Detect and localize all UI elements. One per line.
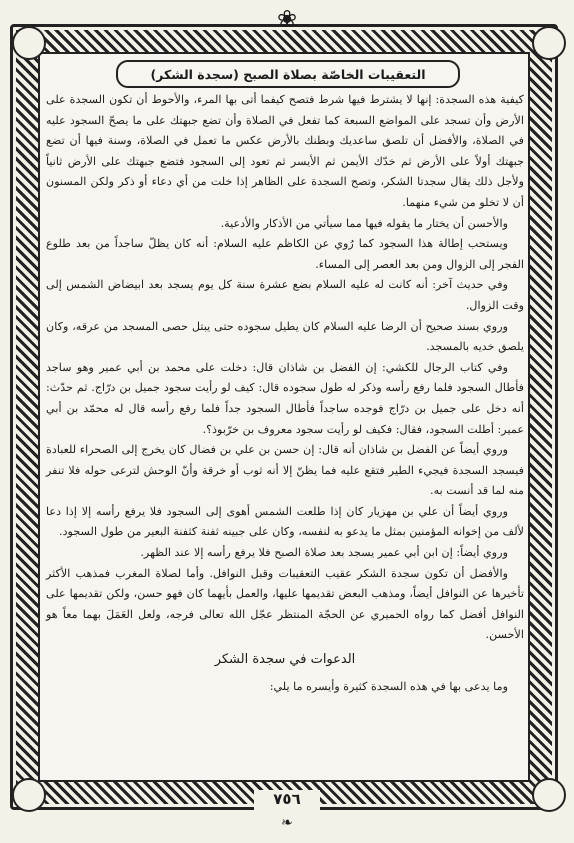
- running-header: [116, 60, 460, 88]
- page-number: ٧٥٦: [254, 790, 320, 812]
- corner-ornament-icon: [532, 778, 566, 812]
- corner-ornament-icon: [12, 778, 46, 812]
- bottom-ornament-icon: ❧: [281, 815, 293, 831]
- paragraph: وما يدعى بها في هذه السجدة كثيرة وأيسره ما يلي:: [269, 679, 508, 693]
- paragraph: وروي أيضاً: إن ابن أبي عمير يسجد بعد صلاة الصبح فلا يرفع رأسه إلا عند الظهر.: [140, 546, 508, 560]
- corner-ornament-icon: [12, 26, 46, 60]
- header-title: التعقيبات الخاصّة بصلاة الصبح (سجدة الشكر): [150, 66, 426, 82]
- paragraph: وروي أيضاً أن علي بن مهزيار كان إذا طلعت الشمس أهوى إلى السجود فلا يرفع رأسه إلا إذا دعا لألف من إخوانه المؤمنين بمثل ما يدعو به لنفسه، وكان على جبينه ثفنة كثفنة البعير من طول السجود.: [46, 504, 524, 539]
- paragraph: والأحسن أن يختار ما يقوله فيها مما سيأتي من الأذكار والأدعية.: [220, 216, 508, 230]
- paragraph: وفي كتاب الرجال للكشي: إن الفضل بن شاذان قال: دخلت على محمد بن أبي عمير وهو ساجد فأطال السجود فلما رفع رأسه وذكر له طول سجوده قال: كيف لو رأيت سجود جميل بن درّاج. ثم حدّث: أنه دخل على جميل بن درّاج فوجده ساجداً فأطال السجود جداً فلما رفع رأسه قال له محمّد بن أبي عمير: أطلت السجود، فقال: فكيف لو رأيت سجود معروف بن خرّبوذ؟.: [46, 360, 524, 436]
- paragraph: والأفضل أن تكون سجدة الشكر عقيب التعقيبات وقبل النوافل. وأما لصلاة المغرب فمذهب الأكثر تأخيرها عن النوافل أيضاً، ومذهب البعض تقديمها عليها، والعمل بأيهما كان فهو حسن، ولكن تقديمها على النوافل أفضل كما رواه الحميري عن الحجّة المنتظر عجّل الله تعالى فرجه، ولعل العَمَلَ بهما معاً هو الأحسن.: [46, 566, 524, 642]
- section-title: الدعوات في سجدة الشكر: [214, 652, 356, 668]
- paragraph: وروي أيضاً عن الفضل بن شاذان أنه قال: إن حسن بن علي بن فضال كان يخرج إلى الصحراء للعبادة فيسجد السجدة فيجيء الطير فتقع عليه فما يظنّ إلا أنه ثوب أو خرقة وأنّ الوحش لترعى حوله فلا تنفر منه لما قد أنست به.: [46, 443, 524, 498]
- paragraph: وروي بسند صحيح أن الرضا عليه السلام كان يطيل سجوده حتى يبتل حصى المسجد من عرقه، وكان يلصق خديه بالمسجد.: [46, 319, 524, 354]
- paragraph: كيفية هذه السجدة: إنها لا يشترط فيها شرط فتصح كيفما أتى بها المرء، والأحوط أن تكون السجدة على الأرض وأن تسجد على المواضع السبعة كما تفعل في الصلاة وأن تضع جبهتك على ما يصحّ السجود عليه في الصلاة، والأفضل أن تلصق ساعديك وبطنك بالأرض عكس ما تعمل في الصلاة، وسنة فيها أن تضع جبهتك أولاً على الأرض ثم خدّك الأيمن ثم الأيسر ثم تعود إلى السجود فتضع جبهتك على الأرض ثانياً ولأجل ذلك يقال سجدتا الشكر، وتصح السجدة على الظاهر إذا خلت من أي دعاء أو ذكر ولكن المسنون أن لا تخلو من شيء منهما.: [46, 93, 524, 209]
- corner-ornament-icon: [532, 26, 566, 60]
- top-ornament-icon: ❀: [276, 5, 298, 33]
- paragraph: ويستحب إطالة هذا السجود كما رُوي عن الكاظم عليه السلام: أنه كان يظلّ ساجداً من بعد طلوع الفجر إلى الزوال ومن بعد العصر إلى المساء.: [46, 237, 524, 271]
- paragraph: وفي حديث آخر: أنه كانت له عليه السلام بضع عشرة سنة كل يوم يسجد بعد ابيضاض الشمس إلى وقت الزوال.: [46, 278, 524, 312]
- page-body: [46, 90, 524, 730]
